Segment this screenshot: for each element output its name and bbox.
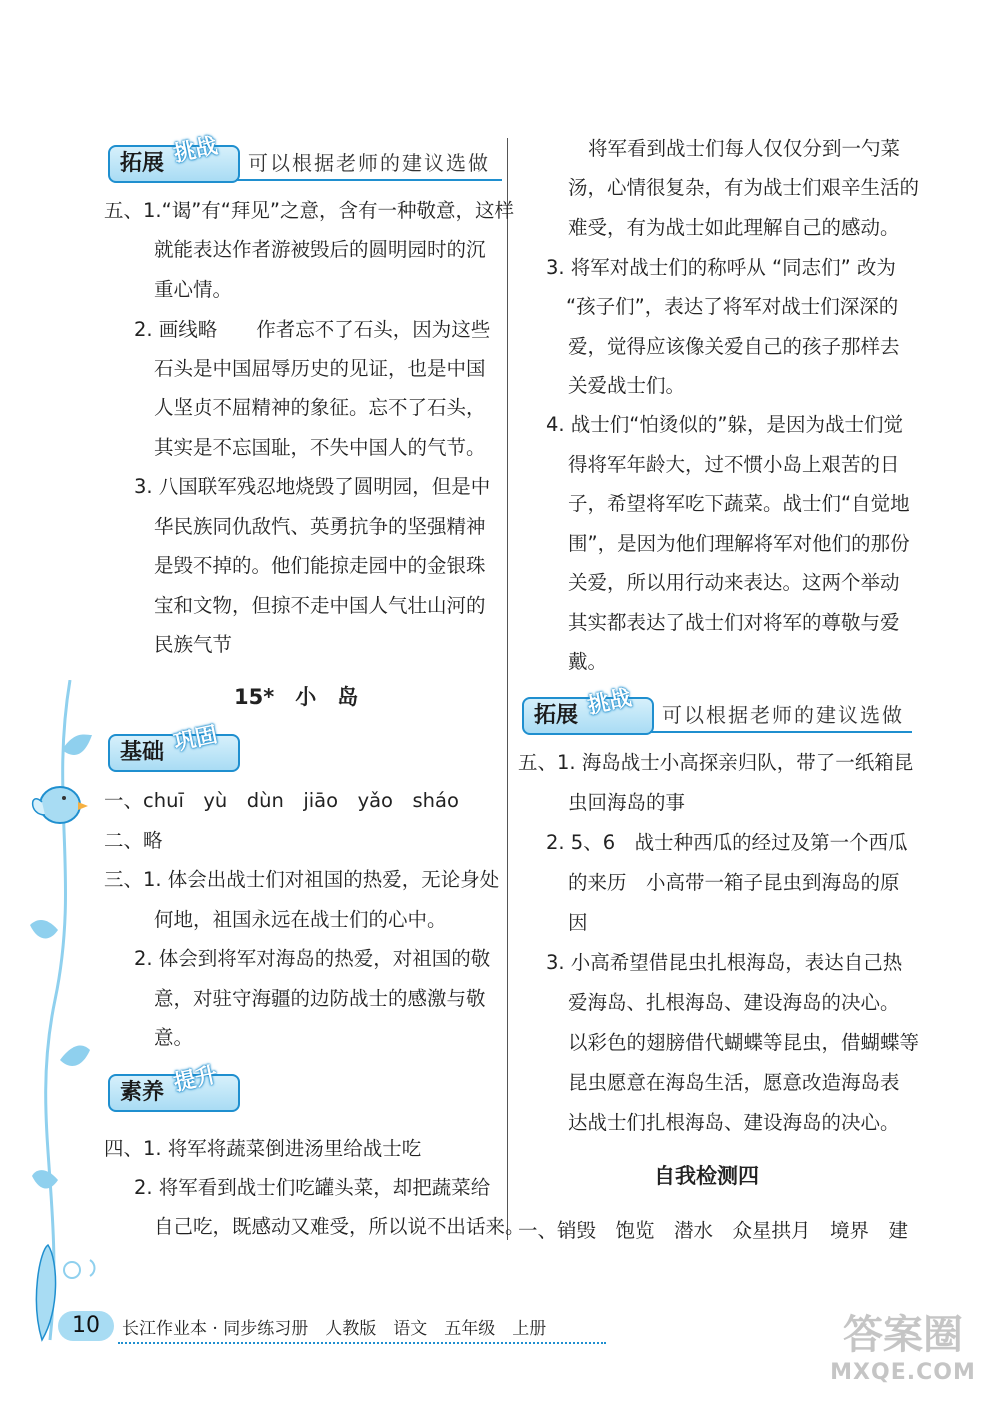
answer-line: 五、1.“谒”有“拜见”之意，含有一种敬意，这样 [104,199,515,222]
tag-note: 可以根据老师的建议选做 [248,151,490,175]
page-footer [58,1305,558,1345]
answer-line: 3. 将军对战士们的称呼从 “同志们” 改为 [546,256,896,279]
answer-line: 虫回海岛的事 [568,791,686,814]
watermark [818,1312,988,1397]
tag-main-text: 拓展 [534,703,579,728]
column-divider [507,138,508,1240]
answer-line: 达战士们扎根海岛、建设海岛的决心。 [568,1111,900,1134]
answer-line: 重心情。 [154,278,233,301]
answer-line: 子，希望将军吃下蔬菜。战士们“自觉地 [568,492,910,515]
answer-line: 何地，祖国永远在战士们的心中。 [154,908,447,931]
watermark-logo-text: 答案圈 [843,1312,963,1358]
answer-line: 爱海岛、扎根海岛、建设海岛的决心。 [568,991,900,1014]
answer-line: 就能表达作者游被毁后的圆明园时的沉 [154,238,486,261]
answer-line: “孩子们”，表达了将军对战士们深深的 [566,295,899,318]
answer-line: 三、1. 体会出战士们对祖国的热爱，无论身处 [104,868,500,891]
tag-underline [236,179,502,181]
leaf-icon [60,1046,90,1066]
watermark-url: MXQE.COM [830,1360,976,1385]
answer-line: 的来历 小高带一箱子昆虫到海岛的原 [568,871,900,894]
tag-note: 可以根据老师的建议选做 [662,703,904,727]
answer-line: 是毁不掉的。他们能掠走园中的金银珠 [154,554,486,577]
tag-main-text: 拓展 [120,151,165,176]
answer-line: 因 [568,911,588,934]
answer-line: 自己吃，既感动又难受，所以说不出话来。 [154,1215,525,1238]
answer-line: 一、chuī yù dùn jiāo yǎo sháo [104,789,459,812]
sun-icon [64,1260,95,1278]
test-title: 自我检测四 [654,1164,759,1188]
answer-line: 四、1. 将军将蔬菜倒进汤里给战士吃 [104,1137,422,1160]
answer-line: 关爱战士们。 [568,374,686,397]
answer-line: 其实都表达了战士们对将军的尊敬与爱 [568,611,900,634]
answer-line: 宝和文物，但掠不走中国人气壮山河的 [154,594,486,617]
tuozhan-tag-2 [522,685,912,735]
answer-line: 关爱，所以用行动来表达。这两个举动 [568,571,900,594]
bird-icon [33,787,88,823]
tag-bubble-text: 挑战 [171,133,220,168]
answer-line: 4. 战士们“怕烫似的”躲，是因为战士们觉 [546,413,904,436]
jichu-tag [108,722,248,772]
answer-line: 昆虫愿意在海岛生活，愿意改造海岛表 [568,1071,900,1094]
answer-line: 其实是不忘国耻，不失中国人的气节。 [154,436,486,459]
answer-line: 2. 将军看到战士们吃罐头菜，却把蔬菜给 [134,1176,491,1199]
answer-line: 一、销毁 饱览 潜水 众星拱月 境界 建 [518,1219,909,1242]
answer-line: 人坚贞不屈精神的象征。忘不了石头， [154,396,486,419]
page-number: 10 [58,1311,114,1341]
answer-line: 3. 小高希望借昆虫扎根海岛，表达自己热 [546,951,903,974]
answer-line: 石头是中国屈辱历史的见证，也是中国 [154,357,486,380]
answer-line: 爱，觉得应该像关爱自己的孩子那样去 [568,335,900,358]
tag-bubble-text: 巩固 [171,722,220,757]
answer-line: 意，对驻守海疆的边防战士的感激与敬 [154,987,486,1010]
answer-line: 二、略 [104,829,163,852]
answer-line: 意。 [154,1026,194,1049]
lesson-title: 15* 小 岛 [234,685,359,709]
answer-line: 2. 5、6 战士种西瓜的经过及第一个西瓜 [546,831,908,854]
answer-line: 以彩色的翅膀借代蝴蝶等昆虫，借蝴蝶等 [568,1031,920,1054]
answer-line: 2. 画线略 作者忘不了石头，因为这些 [134,318,491,341]
answer-line: 围”，是因为他们理解将军对他们的那份 [568,532,910,555]
tag-bubble-text: 挑战 [585,685,634,720]
suyang-tag [108,1062,248,1112]
answer-line: 2. 体会到将军对海岛的热爱，对祖国的敬 [134,947,491,970]
tuozhan-tag [108,133,503,183]
answer-line: 将军看到战士们每人仅仅分到一勺菜 [588,137,901,160]
tag-main-text: 素养 [120,1080,165,1105]
vine-decoration [20,680,110,1360]
answer-line: 五、1. 海岛战士小高探亲归队，带了一纸箱昆 [518,751,914,774]
answer-line: 难受，有为战士如此理解自己的感动。 [568,216,900,239]
book-info: 长江作业本 · 同步练习册 人教版 语文 五年级 上册 [122,1319,547,1339]
answer-line: 3. 八国联军残忍地烧毁了圆明园，但是中 [134,475,491,498]
tag-main-text: 基础 [120,740,165,765]
footer-dotted-line [118,1340,606,1344]
tag-bubble-text: 提升 [171,1062,220,1097]
answer-line: 华民族同仇敌忾、英勇抗争的坚强精神 [154,515,486,538]
leaf-icon [62,734,92,755]
answer-line: 得将军年龄大，过不惯小岛上艰苦的日 [568,453,900,476]
leaf-icon [30,920,58,938]
answer-line: 民族气节 [154,633,233,656]
tag-underline [650,731,912,733]
leaf-icon [32,1170,58,1188]
answer-line: 汤，心情很复杂，有为战士们艰辛生活的 [568,176,920,199]
answer-line: 戴。 [568,650,608,673]
